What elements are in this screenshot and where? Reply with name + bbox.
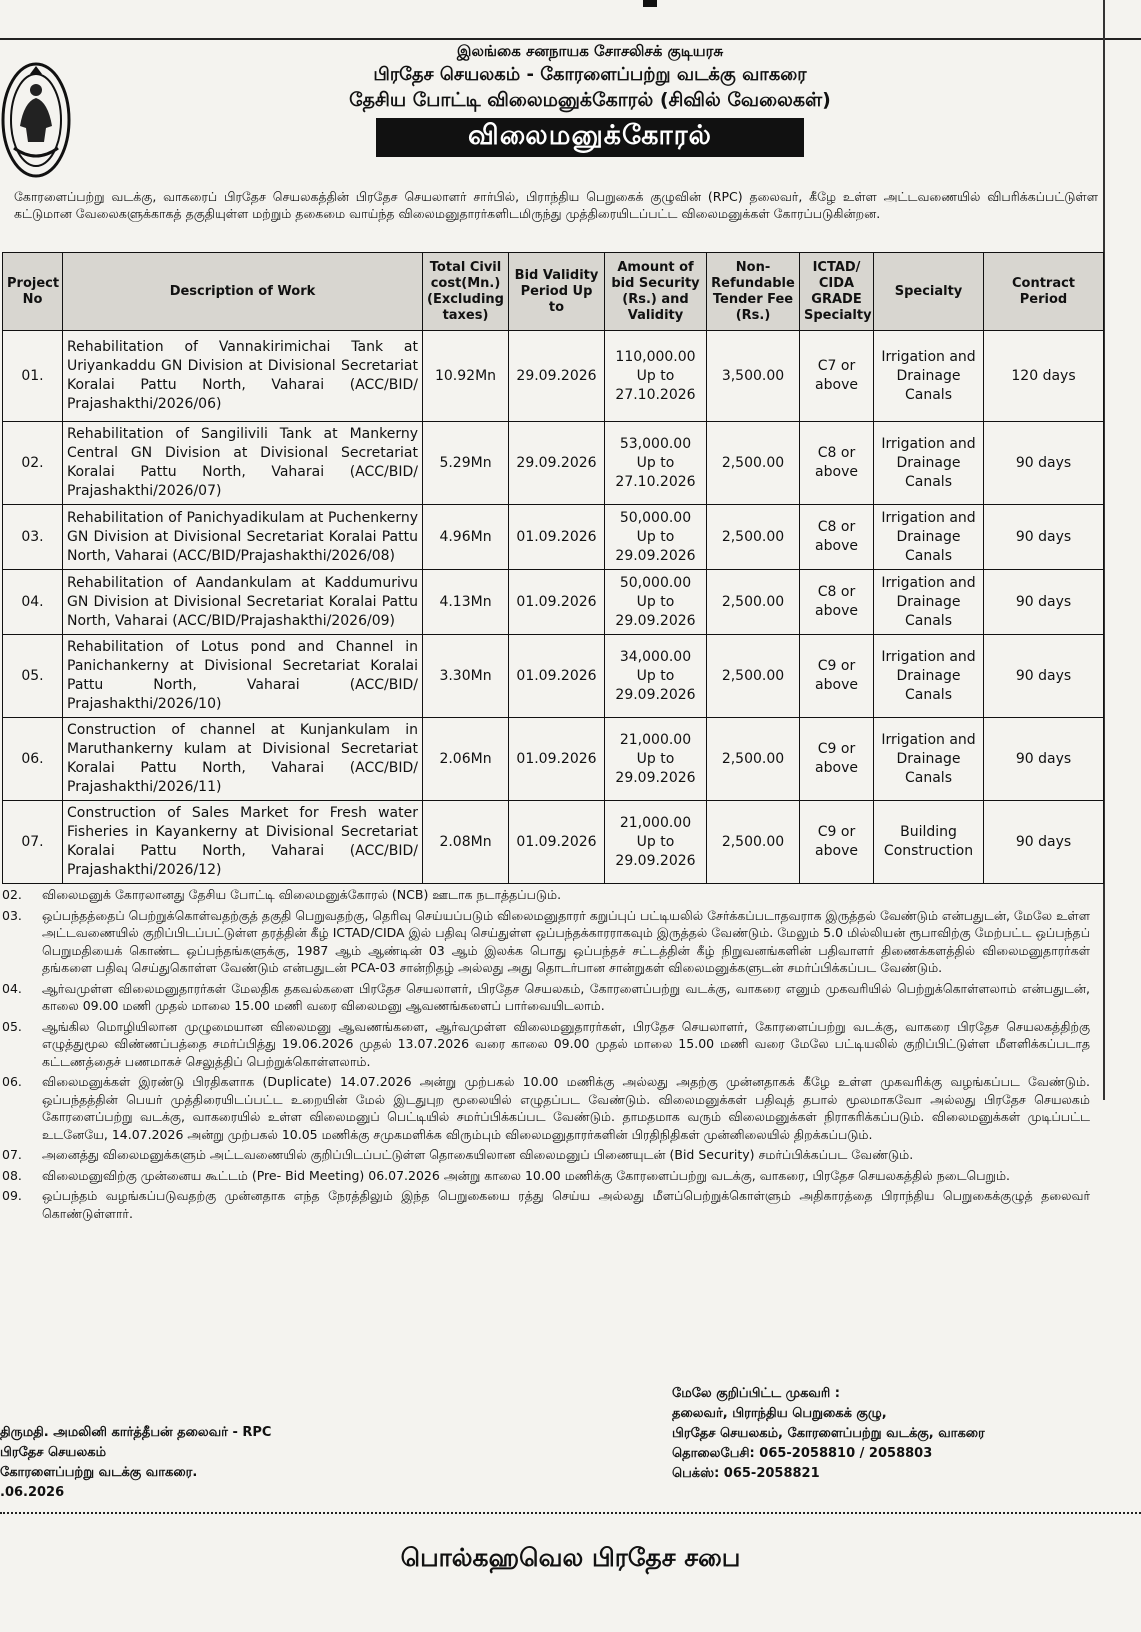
note-item [0, 886, 1090, 904]
cell-validity: 01.09.2026 [509, 505, 605, 570]
header-security: Amount of bid Security (Rs.) and Validity [605, 253, 707, 331]
note-item [0, 1187, 1090, 1222]
cell-validity: 01.09.2026 [509, 801, 605, 884]
header-specialty: Specialty [874, 253, 984, 331]
note-text: விலைமனுக்கள் இரண்டு பிரதிகளாக (Duplicate) 14.07.2026 அன்று முற்பகல் 10.00 மணிக்கு அல்லது அதற்கு முன்னதாகக் கீழே உள்ள முகவரிக்கு வழங்கப்பட வேண்டும். ஒப்பந்தத்தின் பெயர் முத்திரையிடப்பட்ட உறையின் மேல் இடதுபுற மூலையில் எழுதப்பட வேண்டும். விலைமனுக்கள் பதிவுத் தபால் மூலமாகவோ அல்லது பிரதேச செயலகம் கோரளைப்பற்று வடக்கு, வாகரையில் உள்ள விலைமனுப் பெட்டியில் சமர்ப்பிக்கப்பட வேண்டும். தாமதமாக வரும் விலைமனுக்கள் நிராகரிக்கப்படும். விலைமனுக்கள் முடிப்பட்ட உடனேயே, 14.07.2026 அன்று முற்பகல் 10.05 மணிக்கு சமுகமளிக்க விரும்பும் விலைமனுதாரர்களின் பிரதிநிதிகள் முன்னிலையில் திறக்கப்படும். [42, 1074, 1090, 1142]
cell-validity: 29.09.2026 [509, 422, 605, 505]
cell-description: Rehabilitation of Panichyadikulam at Puchenkerny GN Division at Divisional Secretariat Koralai Pattu North, Vaharai (ACC/BID/Prajashakthi/2026/08) [63, 505, 423, 570]
cell-security: 50,000.00 Up to 29.09.2026 [605, 570, 707, 635]
header-description: Description of Work [63, 253, 423, 331]
cell-cost: 5.29Mn [423, 422, 509, 505]
cell-fee: 2,500.00 [707, 801, 800, 884]
signatory-location: கோரளைப்பற்று வடக்கு வாகரை. [0, 1465, 198, 1480]
cell-period: 90 days [984, 718, 1104, 801]
note-text: ஆங்கில மொழியிலான முழுமையான விலைமனு ஆவணங்களை, ஆர்வமுள்ள விலைமனுதாரர்கள், பிரதேச செயலாளர், கோரளைப்பற்று வடக்கு, வாகரை பிரதேச செயலகத்திற்கு எழுத்துமூல விண்ணப்பத்தை சமர்ப்பித்து 19.06.2026 முதல் 13.07.2026 வரை காலை 09.00 முதல் மாலை 15.00 மணி வரை மேலே பட்டியலில் குறிப்பிட்டுள்ள மீளளிக்கப்படாத கட்டணத்தைச் பணமாகச் செலுத்திப் பெற்றுக்கொள்ளலாம். [42, 1018, 1090, 1069]
note-item [0, 1073, 1090, 1143]
address-line: பிரதேச செயலகம், கோரளைப்பற்று வடக்கு, வாகரை [672, 1426, 985, 1441]
note-item [0, 1018, 1090, 1071]
cell-cost: 10.92Mn [423, 331, 509, 422]
cell-description: Rehabilitation of Vannakirimichai Tank at Uriyankaddu GN Division at Divisional Secretariat Koralai Pattu North, Vaharai (ACC/BID/ Prajashakthi/2026/06) [63, 331, 423, 422]
cell-fee: 2,500.00 [707, 422, 800, 505]
secretariat-title: பிரதேச செயலகம் - கோரளைப்பற்று வடக்கு வாகரை [373, 64, 807, 85]
cell-grade: C9 or above [800, 801, 874, 884]
cell-project-no: 04. [3, 570, 63, 635]
cell-project-no: 06. [3, 718, 63, 801]
notes-list [0, 886, 1090, 1225]
republic-title: இலங்கை சனநாயக சோசலிசக் குடியரசு [456, 42, 724, 60]
next-notice-title: பொல்கஹவெல பிரதேச சபை [400, 1543, 741, 1572]
note-item [0, 907, 1090, 977]
intro-paragraph: கோரளைப்பற்று வடக்கு, வாகரைப் பிரதேச செயலகத்தின் பிரதேச செயலாளர் சார்பில், பிராந்திய பெறுகைக் குழுவின் (RPC) தலைவர், கீழே உள்ள அட்டவணையில் விபரிக்கப்பட்டுள்ள கட்டுமான வேலைகளுக்காகத் தகுதியுள்ள மற்றும் தகைமை வாய்ந்த விலைமனுதாரர்களிடமிருந்து முத்திரையிடப்பட்ட விலைமனுக்கள் கோரப்படுகின்றன. [14, 189, 1098, 221]
cell-grade: C7 or above [800, 331, 874, 422]
address-block-right [672, 1384, 1092, 1484]
note-text: ஒப்பந்தத்தைப் பெற்றுக்கொள்வதற்குத் தகுதி பெறுவதற்கு, தெரிவு செய்யப்படும் விலைமனுதாரர் கறுப்புப் பட்டியலில் சேர்க்கப்படாதவராக இருத்தல் வேண்டும் என்பதுடன், மேலே உள்ள அட்டவணையில் குறிப்பிடப்பட்டுள்ள தரத்தின் கீழ் ICTAD/CIDA இல் பதிவு செய்துள்ள ஒப்பந்தக்காரராகவும் இருத்தல் வேண்டும். மேலும் 5.0 மில்லியன் ரூபாவிற்கு மேற்பட்ட ஒப்பந்தப் பெறுமதியைக் கொண்ட ஒப்பந்தங்களுக்கு, 1987 ஆம் ஆண்டின் 03 ஆம் இலக்க பொது ஒப்பந்தச் சட்டத்தின் கீழ் நிறுவனங்களின் பதிவாளர் திணைக்களத்தில் விலைமனுதாரர்கள் தங்களை பதிவு செய்துகொள்ள வேண்டும் என்பதுடன் PCA-03 சான்றிதழ் அல்லது அது தொடர்பான சான்றுகள் விலைமனுக்களுடன் சமர்ப்பிக்கப்பட வேண்டும். [42, 907, 1090, 975]
cell-fee: 3,500.00 [707, 331, 800, 422]
header-grade: ICTAD/ CIDA GRADE Specialty [800, 253, 874, 331]
table-row [3, 505, 1104, 570]
cell-specialty: Building Construction [874, 801, 984, 884]
signatory-name: திருமதி. அமலினி கார்த்தீபன் தலைவர் - RPC [0, 1425, 272, 1440]
cell-grade: C8 or above [800, 422, 874, 505]
cell-cost: 2.06Mn [423, 718, 509, 801]
note-text: ஒப்பந்தம் வழங்கப்படுவதற்கு முன்னதாக எந்த நேரத்திலும் இந்த பெறுகையை ரத்து செய்ய அல்லது மீளப்பெற்றுக்கொள்ளும் அதிகாரத்தை பிராந்திய பெறுகைக்குழுத் தலைவர் கொண்டுள்ளார். [42, 1188, 1090, 1221]
cell-validity: 01.09.2026 [509, 570, 605, 635]
works-table [2, 252, 1104, 884]
note-item [0, 1146, 1090, 1164]
note-number: 03. [2, 907, 22, 923]
cell-period: 90 days [984, 505, 1104, 570]
note-text: விலைமனுக் கோரலானது தேசிய போட்டி விலைமனுக்கோரல் (NCB) ஊடாக நடாத்தப்படும். [42, 887, 562, 902]
cell-specialty: Irrigation and Drainage Canals [874, 505, 984, 570]
cell-cost: 4.96Mn [423, 505, 509, 570]
cell-security: 53,000.00 Up to 27.10.2026 [605, 422, 707, 505]
note-number: 08. [2, 1167, 22, 1183]
address-phone: தொலைபேசி: 065-2058810 / 2058803 [672, 1446, 933, 1461]
cell-project-no: 07. [3, 801, 63, 884]
cell-grade: C9 or above [800, 718, 874, 801]
dotted-divider [0, 1512, 1141, 1514]
note-number: 07. [2, 1147, 22, 1162]
cell-cost: 4.13Mn [423, 570, 509, 635]
cell-project-no: 03. [3, 505, 63, 570]
cell-specialty: Irrigation and Drainage Canals [874, 718, 984, 801]
note-number: 09. [2, 1188, 22, 1203]
table-row [3, 801, 1104, 884]
bid-type-title: தேசிய போட்டி விலைமனுக்கோரல் (சிவில் வேலைகள்) [349, 89, 831, 111]
cell-period: 120 days [984, 331, 1104, 422]
notice-header [120, 38, 1060, 157]
cell-grade: C8 or above [800, 570, 874, 635]
cell-specialty: Irrigation and Drainage Canals [874, 570, 984, 635]
table-header-row [3, 253, 1104, 331]
cell-project-no: 01. [3, 331, 63, 422]
cell-fee: 2,500.00 [707, 718, 800, 801]
cell-period: 90 days [984, 635, 1104, 718]
table-row [3, 635, 1104, 718]
note-item [0, 1167, 1090, 1185]
cell-description: Rehabilitation of Aandankulam at Kaddumurivu GN Division at Divisional Secretariat Koralai Pattu North, Vaharai (ACC/BID/Prajashakthi/2026/09) [63, 570, 423, 635]
note-text: அனைத்து விலைமனுக்களும் அட்டவணையில் குறிப்பிடப்பட்டுள்ள தொகையிலான விலைமனுப் பிணையுடன் (Bid Security) சமர்ப்பிக்கப்பட வேண்டும். [42, 1147, 914, 1162]
address-line: தலைவர், பிராந்திய பெறுகைக் குழு, [672, 1406, 887, 1421]
note-number: 06. [2, 1074, 22, 1089]
cell-grade: C8 or above [800, 505, 874, 570]
cell-security: 50,000.00 Up to 29.09.2026 [605, 505, 707, 570]
header-validity: Bid Validity Period Up to [509, 253, 605, 331]
signatory-office: பிரதேச செயலகம் [0, 1445, 107, 1460]
cell-security: 110,000.00 Up to 27.10.2026 [605, 331, 707, 422]
cell-security: 21,000.00 Up to 29.09.2026 [605, 801, 707, 884]
sri-lanka-emblem-icon [0, 56, 72, 184]
cell-security: 34,000.00 Up to 29.09.2026 [605, 635, 707, 718]
cell-fee: 2,500.00 [707, 570, 800, 635]
cell-cost: 2.08Mn [423, 801, 509, 884]
header-cost: Total Civil cost(Mn.) (Excluding taxes) [423, 253, 509, 331]
note-number: 02. [2, 887, 22, 902]
table-row [3, 331, 1104, 422]
cell-grade: C9 or above [800, 635, 874, 718]
cell-period: 90 days [984, 801, 1104, 884]
cell-security: 21,000.00 Up to 29.09.2026 [605, 718, 707, 801]
cell-validity: 01.09.2026 [509, 635, 605, 718]
cell-description: Construction of Sales Market for Fresh water Fisheries in Kayankerny at Divisional Secretariat Koralai Pattu North, Vaharai (ACC/BID/ Prajashakthi/2026/12) [63, 801, 423, 884]
table-row [3, 718, 1104, 801]
cell-specialty: Irrigation and Drainage Canals [874, 635, 984, 718]
address-fax: பெக்ஸ்: 065-2058821 [672, 1466, 820, 1481]
header-period: Contract Period [984, 253, 1104, 331]
note-number: 04. [2, 980, 22, 996]
header-project-no: Project No [3, 253, 63, 331]
notice-banner: விலைமனுக்கோரல் [376, 118, 804, 157]
note-item [0, 980, 1090, 1015]
table-row [3, 570, 1104, 635]
cell-description: Construction of channel at Kunjankulam in Maruthankerny kulam at Divisional Secretariat Koralai Pattu North, Vaharai (ACC/BID/ Prajashakthi/2026/11) [63, 718, 423, 801]
cell-specialty: Irrigation and Drainage Canals [874, 422, 984, 505]
cell-project-no: 02. [3, 422, 63, 505]
table-row [3, 422, 1104, 505]
cell-validity: 01.09.2026 [509, 718, 605, 801]
cell-cost: 3.30Mn [423, 635, 509, 718]
note-number: 05. [2, 1018, 22, 1034]
cell-specialty: Irrigation and Drainage Canals [874, 331, 984, 422]
cell-period: 90 days [984, 422, 1104, 505]
top-mark [643, 0, 657, 7]
note-text: விலைமனுவிற்கு முன்னைய கூட்டம் (Pre- Bid Meeting) 06.07.2026 அன்று காலை 10.00 மணிக்கு கோரளைப்பற்று வடக்கு, வாகரை, பிரதேச செயலகத்தில் நடைபெறும். [42, 1167, 1011, 1183]
signatory-date: .06.2026 [0, 1485, 65, 1500]
address-heading: மேலே குறிப்பிட்ட முகவரி : [672, 1386, 840, 1401]
cell-period: 90 days [984, 570, 1104, 635]
cell-project-no: 05. [3, 635, 63, 718]
header-fee: Non-Refundable Tender Fee (Rs.) [707, 253, 800, 331]
cell-fee: 2,500.00 [707, 505, 800, 570]
cell-description: Rehabilitation of Sangilivili Tank at Mankerny Central GN Division at Divisional Secretariat Koralai Pattu North, Vaharai (ACC/BID/ Prajashakthi/2026/07) [63, 422, 423, 505]
signature-block-left [0, 1423, 420, 1503]
note-text: ஆர்வமுள்ள விலைமனுதாரர்கள் மேலதிக தகவல்களை பிரதேச செயலாளர், பிரதேச செயலகம், கோரளைப்பற்று வடக்கு, வாகரை எனும் முகவரியில் பெற்றுக்கொள்ளலாம் என்பதுடன், காலை 09.00 மணி முதல் மாலை 15.00 மணி வரை விலைமனு ஆவணங்களைப் பார்வையிடலாம். [42, 980, 1090, 1013]
cell-validity: 29.09.2026 [509, 331, 605, 422]
cell-fee: 2,500.00 [707, 635, 800, 718]
cell-description: Rehabilitation of Lotus pond and Channel in Panichankerny at Divisional Secretariat Koralai Pattu North, Vaharai (ACC/BID/ Prajashakthi/2026/10) [63, 635, 423, 718]
